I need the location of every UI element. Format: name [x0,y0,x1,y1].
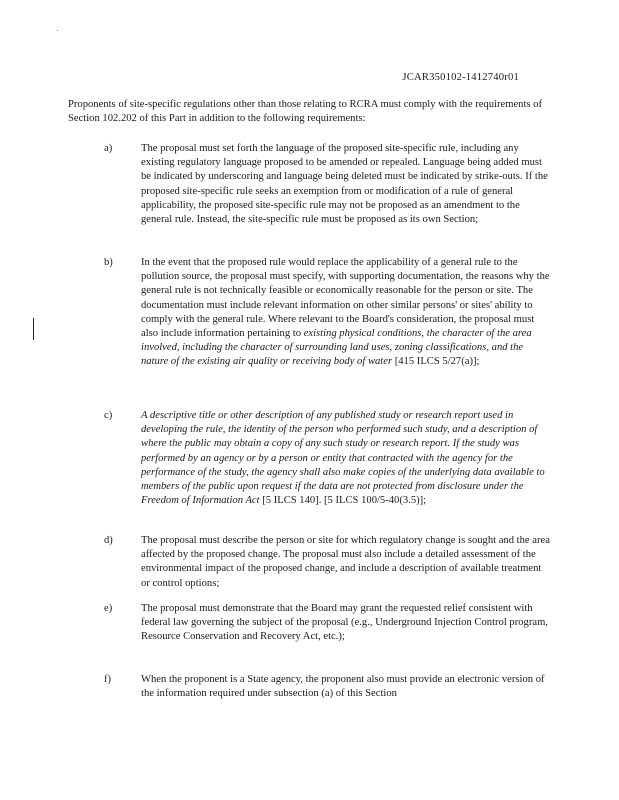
scan-speck [57,30,58,31]
intro-paragraph: Proponents of site-specific regulations other than those relating to RCRA must comply with the requirements of Section 102.202 of this Part in addition to the following requirements: [68,99,542,125]
requirement-label: d) [104,535,113,546]
citation: [415 ILCS 5/27(a)]; [392,356,480,368]
requirement-label: a) [104,143,113,154]
revision-bar [33,318,34,340]
citation: [5 ILCS 140]. [5 ILCS 100/5-40(3.5)]; [259,495,427,507]
requirement-label: c) [104,410,113,421]
requirement-text: The proposal must describe the person or site for which regulatory change is sought and the area affected by the proposed change. The proposal must also include a detailed assessment of the environmental impact of the proposed change, and include a description of available treatment or control options; [141,535,550,589]
requirement-label: e) [104,603,113,614]
requirement-text: When the proponent is a State agency, the proponent also must provide an electronic version of the information required under subsection (a) of this Section [141,674,545,700]
requirement-text [141,409,550,508]
statutory-quote: A descriptive title or other description of any published study or research report used in developing the rule, the identity of the person who performed such study, and a description of where the public may obtain a copy of any such study or research report. If the study was performed by an agency or by a person or entity that contracted with the agency for the performance of the study, the agency shall also make copies of the underlying data available to members of the public upon request if the data are not protected from disclosure under the Freedom of Information Act [141,410,545,507]
document-id: JCAR350102-1412740r01 [402,72,519,83]
requirement-text: The proposal must set forth the language of the proposed site-specific rule, including any existing regulatory language proposed to be amended or repealed. Language being added must be indicated by underscoring and language being deleted must be indicated by strike-outs. If the proposed site-specific rule seeks an exemption from or modification of a rule of general applicability, the proposed site-specific rule may not be proposed as an amendment to the general rule. Instead, the site-specific rule must be proposed as its own Section; [141,143,548,226]
requirement-label: f) [104,674,112,685]
requirement-text: The proposal must demonstrate that the Board may grant the requested relief consistent with federal law governing the subject of the proposal (e.g., Underground Injection Control program, Resource Conservation and Recovery Act, etc.); [141,603,548,643]
requirement-text [141,256,550,370]
requirement-label: b) [104,257,113,268]
statutory-quote: existing physical conditions, the character of the area involved, including the character of surrounding land uses, zoning classifications, and the nature of the existing air quality or receiving body of water [141,328,532,368]
requirement-text-plain: In the event that the proposed rule would replace the applicability of a general rule to the pollution source, the proposal must specify, with supporting documentation, the reasons why the general rule is not technically feasible or economically reasonable for the person or site. The documentation must include relevant information on other similar persons' or sites' ability to comply with the general rule. Where relevant to the Board's consideration, the proposal must also include information pertaining to [141,257,550,340]
